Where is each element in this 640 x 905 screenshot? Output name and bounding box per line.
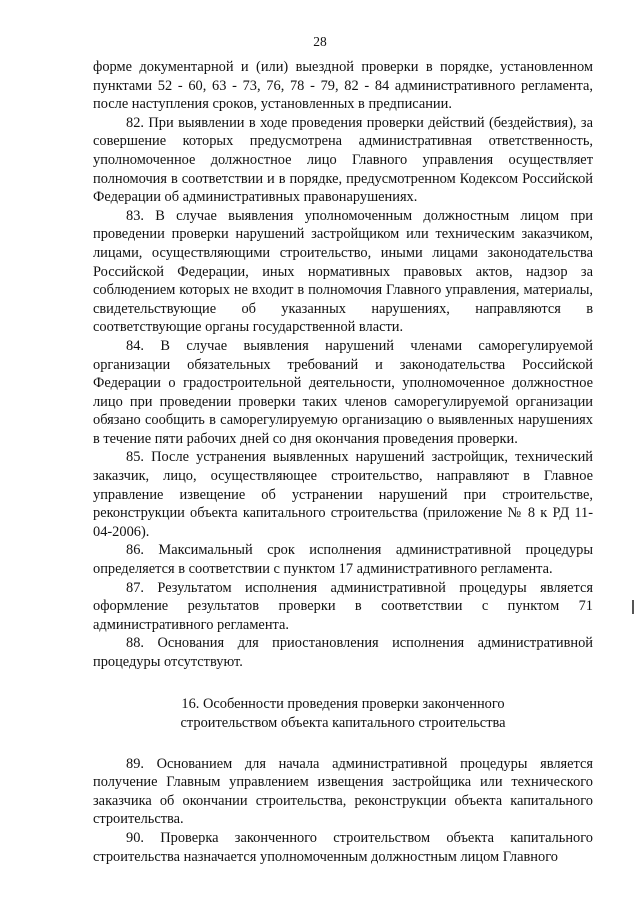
paragraph-continuation: форме документарной и (или) выездной проверки в порядке, установленном пунктами 52 - 60, 63 - 73, 76, 78 - 79, 82 - 84 административного регламента, после наступления сроков, установленных в предписании.	[93, 59, 593, 113]
page-number: 28	[313, 34, 327, 49]
document-body	[93, 58, 593, 866]
section-heading	[93, 695, 593, 733]
section-heading-line-1: 16. Особенности проведения проверки законченного	[181, 695, 505, 712]
paragraph-87: 87. Результатом исполнения административной процедуры является оформление результатов проверки в соответствии с пунктом 71 административного регламента.	[93, 579, 593, 633]
paragraph-82: 82. При выявлении в ходе проведения проверки действий (бездействия), за совершение которых предусмотрена административная ответственность, уполномоченное должностное лицо Главного управления осуществляет полномочия в соответствии и в порядке, предусмотренном Кодексом Российской Федерации об административных правонарушениях.	[93, 114, 593, 206]
paragraph-90: 90. Проверка законченного строительством объекта капитального строительства назначается уполномоченным должностным лицом Главного	[93, 829, 593, 865]
section-heading-line-2: строительством объекта капитального строительства	[180, 714, 506, 731]
paragraph-83: 83. В случае выявления уполномоченным должностным лицом при проведении проверки нарушений застройщиком или техническим заказчиком, лицами, осуществляющими строительство, иными лицами законодательства Российской Федерации, иных нормативных правовых актов, надзор за соблюдением которых не входит в полномочия Главного управления, материалы, свидетельствующие об указанных нарушениях, направляются в соответствующие органы государственной власти.	[93, 207, 593, 336]
scan-artifact	[632, 600, 634, 614]
paragraph-84: 84. В случае выявления нарушений членами саморегулируемой организации обязательных требований и законодательства Российской Федерации о градостроительной деятельности, уполномоченное должностное лицо при проведении проверки таких членов саморегулируемой организации обязано сообщить в саморегулируемую организацию о выявленных нарушениях в течение пяти рабочих дней со дня окончания проведения проверки.	[93, 337, 593, 447]
paragraph-85: 85. После устранения выявленных нарушений застройщик, технический заказчик, лицо, осуществляющее строительство, направляют в Главное управление извещение об устранении нарушений при строительстве, реконструкции объекта капитального строительства (приложение № 8 к РД 11-04-2006).	[93, 449, 593, 540]
paragraph-88: 88. Основания для приостановления исполнения административной процедуры отсутствуют.	[93, 635, 593, 670]
paragraph-86: 86. Максимальный срок исполнения административной процедуры определяется в соответствии с пунктом 17 административного регламента.	[93, 542, 593, 578]
paragraph-89: 89. Основанием для начала административной процедуры является получение Главным управлением извещения застройщика или технического заказчика об окончании строительства, реконструкции объекта капитального строительства.	[93, 755, 593, 828]
